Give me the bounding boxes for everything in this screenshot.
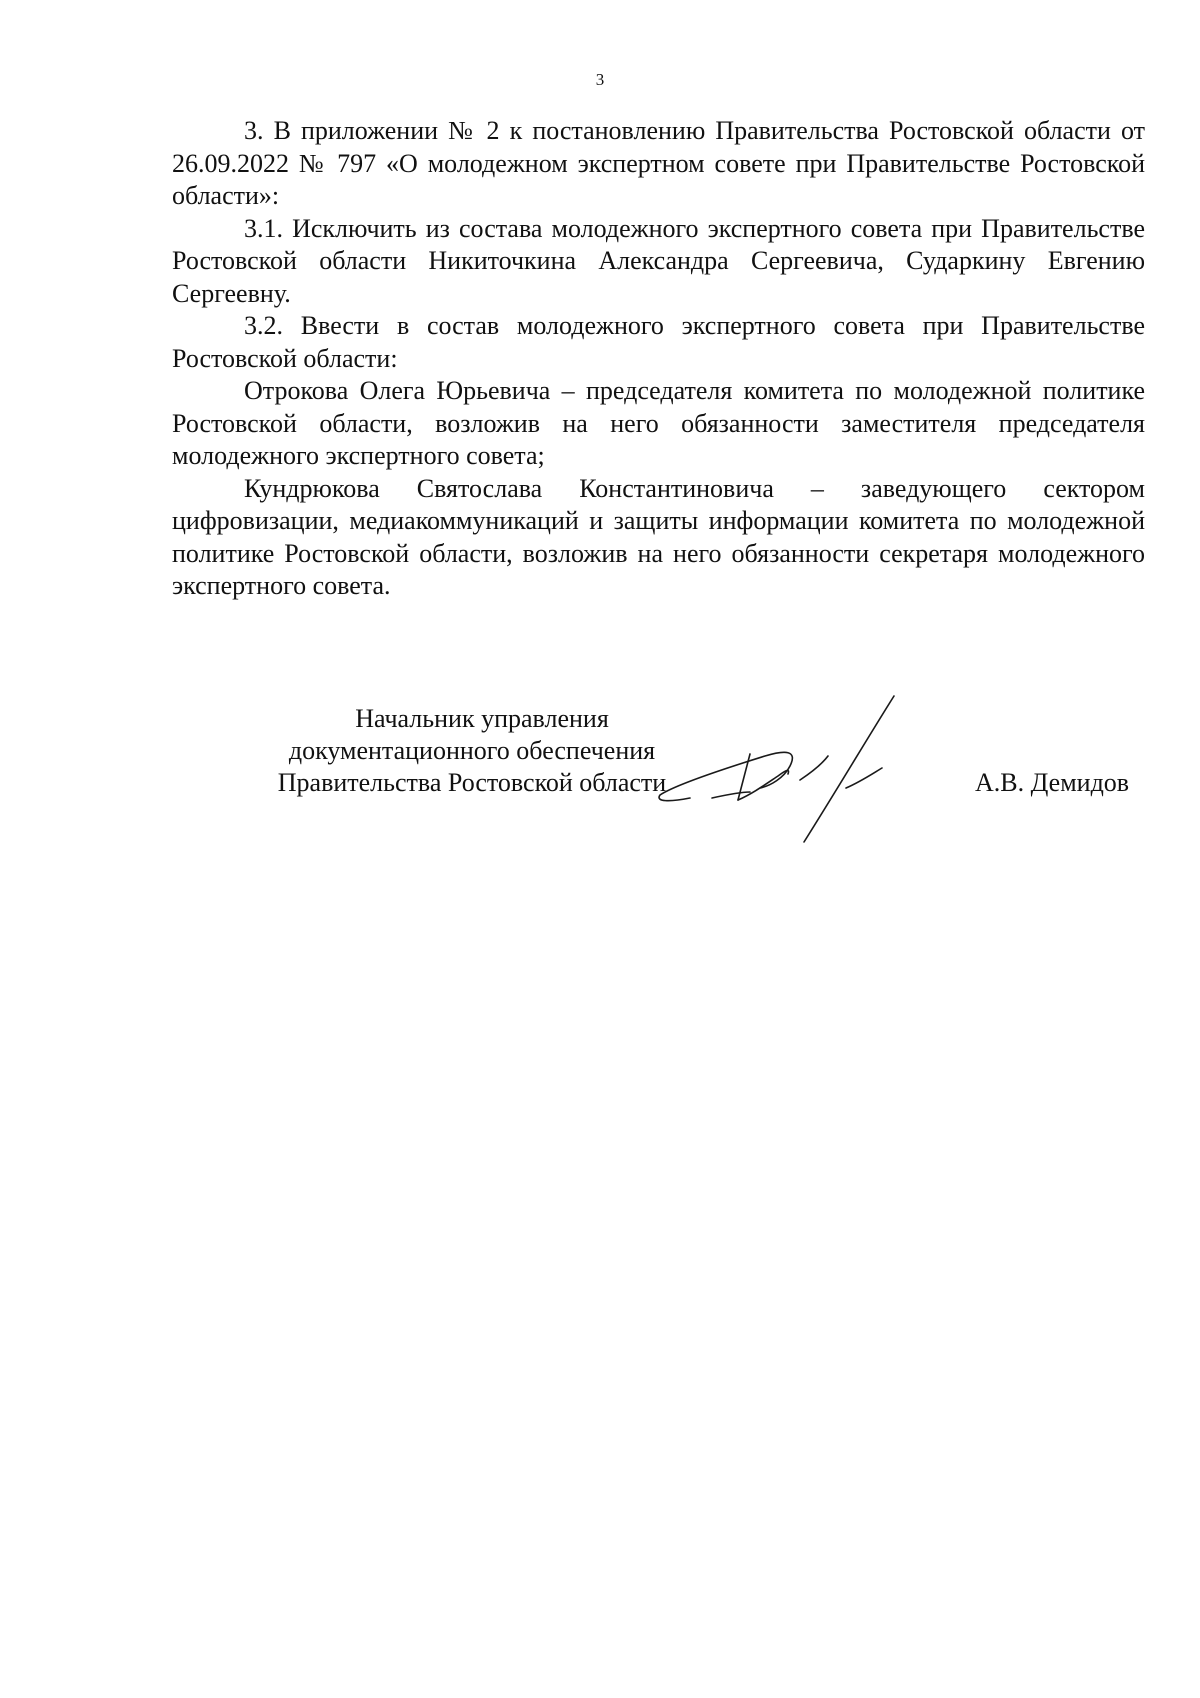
paragraph-3-2: 3.2. Ввести в состав молодежного экспертного совета при Правительстве Ростовской области: bbox=[172, 311, 1145, 373]
signer-name: А.В. Демидов bbox=[975, 768, 1130, 797]
paragraph-appointee-1: Отрокова Олега Юрьевича – председателя комитета по молодежной политике Ростовской области, возложив на него обязанности заместителя председателя молодежного экспертного совета; bbox=[172, 376, 1145, 470]
handwritten-signature bbox=[650, 690, 950, 850]
position-line-3: Правительства Ростовской области bbox=[277, 768, 667, 797]
page-number: 3 bbox=[595, 70, 605, 89]
paragraph-3-1: 3.1. Исключить из состава молодежного экспертного совета при Правительстве Ростовской области Никиточкина Александра Сергеевича, Сударкину Евгению Сергеевну. bbox=[172, 213, 1145, 308]
paragraph-3: 3. В приложении № 2 к постановлению Правительства Ростовской области от 26.09.2022 № 797 «О молодежном экспертном совете при Правительстве Ростовской области»: bbox=[172, 116, 1145, 210]
paragraph-appointee-2: Кундрюкова Святослава Константиновича – заведующего сектором цифровизации, медиакоммуникаций и защиты информации комитета по молодежной политике Ростовской области, возложив на него обязанности секретаря молодежного экспертного совета. bbox=[172, 473, 1145, 600]
document-body bbox=[172, 115, 1145, 603]
position-line-2: документационного обеспечения bbox=[288, 736, 656, 765]
position-line-1: Начальник управления bbox=[355, 704, 609, 733]
